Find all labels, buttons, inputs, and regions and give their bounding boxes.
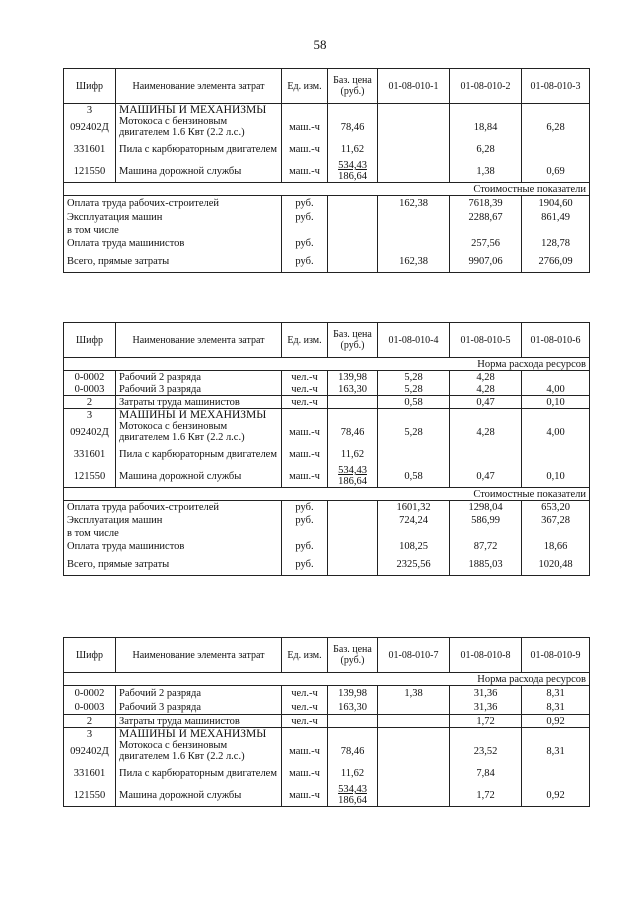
table-row: 3 МАШИНЫ И МЕХАНИЗМЫ bbox=[64, 104, 590, 117]
table-row: Оплата труда рабочих-строителей руб. 1601,32 1298,04 653,20 bbox=[64, 501, 590, 514]
table-row: в том числе bbox=[64, 224, 590, 236]
table-row: 121550 Машина дорожной службы маш.-ч 534,43 186,64 1,72 0,92 bbox=[64, 784, 590, 807]
header-col-5: 01-08-010-5 bbox=[450, 323, 522, 358]
cost-section-label: Стоимостные показатели bbox=[116, 183, 590, 196]
header-price: Баз. цена (руб.) bbox=[328, 69, 378, 104]
table-row: 121550 Машина дорожной службы маш.-ч 534,43 186,64 1,38 0,69 bbox=[64, 160, 590, 183]
table-row: Оплата труда машинистов руб. 257,56 128,78 bbox=[64, 236, 590, 250]
header-col-8: 01-08-010-8 bbox=[450, 638, 522, 673]
table-row: 121550 Машина дорожной службы маш.-ч 534,43 186,64 0,58 0,47 0,10 bbox=[64, 465, 590, 488]
estimate-table-3 bbox=[63, 637, 590, 807]
table-row: 092402Д Мотокоса с бензиновым двигателем 1.6 Квт (2.2 л.с.) маш.-ч 78,46 18,84 6,28 bbox=[64, 116, 590, 138]
header-col-4: 01-08-010-4 bbox=[378, 323, 450, 358]
table-row: 2 Затраты труда машинистов чел.-ч 0,58 0,47 0,10 bbox=[64, 396, 590, 409]
table-row: Оплата труда машинистов руб. 108,25 87,72 18,66 bbox=[64, 539, 590, 553]
header-code: Шифр bbox=[64, 69, 116, 104]
table-row: Эксплуатация машин руб. 2288,67 861,49 bbox=[64, 210, 590, 224]
header-col-7: 01-08-010-7 bbox=[378, 638, 450, 673]
table-row: 092402Д Мотокоса с бензиновым двигателем 1.6 Квт (2.2 л.с.) маш.-ч 78,46 23,52 8,31 bbox=[64, 740, 590, 762]
header-name: Наименование элемента затрат bbox=[116, 323, 282, 358]
table-row: 092402Д Мотокоса с бензиновым двигателем 1.6 Квт (2.2 л.с.) маш.-ч 78,46 5,28 4,28 4,00 bbox=[64, 421, 590, 443]
table-row: Всего, прямые затраты руб. 162,38 9907,06 2766,09 bbox=[64, 250, 590, 273]
table-row: 0-0002 Рабочий 2 разряда чел.-ч 139,98 1,38 31,36 8,31 bbox=[64, 686, 590, 701]
header-code: Шифр bbox=[64, 323, 116, 358]
header-name: Наименование элемента затрат bbox=[116, 638, 282, 673]
header-col-2: 01-08-010-2 bbox=[450, 69, 522, 104]
table-row: 2 Затраты труда машинистов чел.-ч 1,72 0,92 bbox=[64, 715, 590, 728]
header-code: Шифр bbox=[64, 638, 116, 673]
estimate-table-2 bbox=[63, 322, 590, 576]
header-price: Баз. цена (руб.) bbox=[328, 638, 378, 673]
table-row: Оплата труда рабочих-строителей руб. 162,38 7618,39 1904,60 bbox=[64, 196, 590, 211]
table-row: 3 МАШИНЫ И МЕХАНИЗМЫ bbox=[64, 409, 590, 422]
norm-section-label: Норма расхода ресурсов bbox=[116, 358, 590, 371]
table-row: в том числе bbox=[64, 527, 590, 539]
header-unit: Ед. изм. bbox=[282, 638, 328, 673]
cost-section-label: Стоимостные показатели bbox=[116, 488, 590, 501]
table-row: Всего, прямые затраты руб. 2325,56 1885,03 1020,48 bbox=[64, 553, 590, 576]
table-row: 3 МАШИНЫ И МЕХАНИЗМЫ bbox=[64, 728, 590, 741]
table-row: Эксплуатация машин руб. 724,24 586,99 367,28 bbox=[64, 513, 590, 527]
norm-section-label: Норма расхода ресурсов bbox=[116, 673, 590, 686]
header-unit: Ед. изм. bbox=[282, 69, 328, 104]
table-row: 331601 Пила с карбюраторным двигателем маш.-ч 11,62 bbox=[64, 443, 590, 465]
header-col-3: 01-08-010-3 bbox=[522, 69, 590, 104]
header-name: Наименование элемента затрат bbox=[116, 69, 282, 104]
table-row: 0-0003 Рабочий 3 разряда чел.-ч 163,30 5,28 4,28 4,00 bbox=[64, 383, 590, 396]
header-col-1: 01-08-010-1 bbox=[378, 69, 450, 104]
header-col-6: 01-08-010-6 bbox=[522, 323, 590, 358]
header-unit: Ед. изм. bbox=[282, 323, 328, 358]
page-number: 58 bbox=[313, 37, 327, 52]
table-row: 331601 Пила с карбюраторным двигателем маш.-ч 11,62 7,84 bbox=[64, 762, 590, 784]
table-row: 0-0003 Рабочий 3 разряда чел.-ч 163,30 31,36 8,31 bbox=[64, 700, 590, 715]
table-row: 0-0002 Рабочий 2 разряда чел.-ч 139,98 5,28 4,28 bbox=[64, 371, 590, 384]
estimate-table-1 bbox=[63, 68, 590, 273]
table-row: 331601 Пила с карбюраторным двигателем маш.-ч 11,62 6,28 bbox=[64, 138, 590, 160]
header-price: Баз. цена (руб.) bbox=[328, 323, 378, 358]
header-col-9: 01-08-010-9 bbox=[522, 638, 590, 673]
